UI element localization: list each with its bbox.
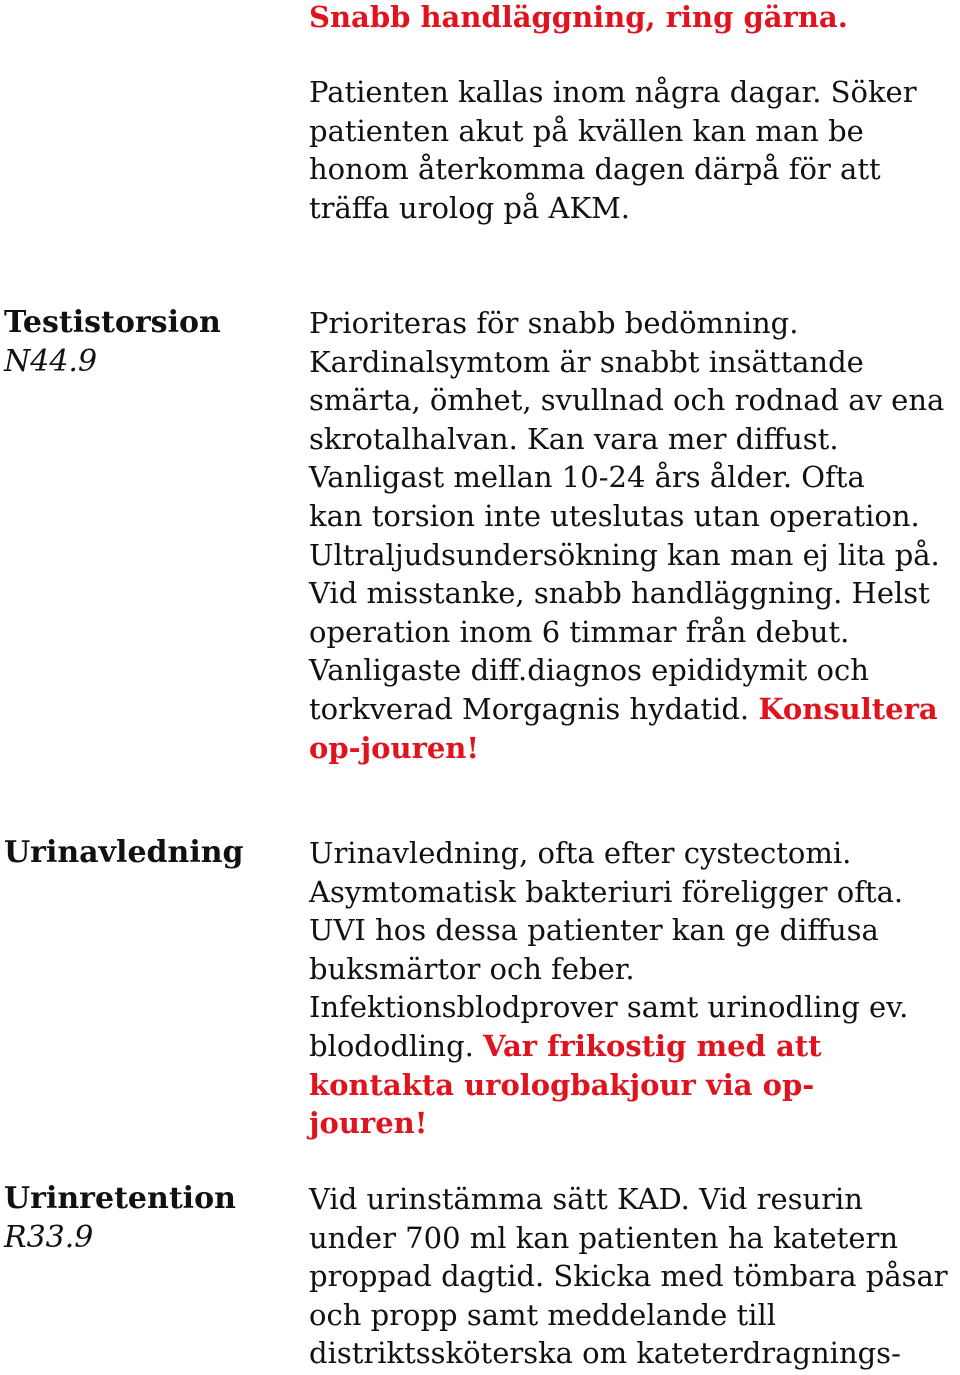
description-line: och propp samt meddelande till xyxy=(309,1297,776,1332)
description-line: proppad dagtid. Skicka med tömbara påsar xyxy=(309,1259,948,1294)
description-line-mixed xyxy=(309,690,938,729)
description-line: skrotalhalvan. Kan vara mer diffust. xyxy=(309,421,839,456)
description-line: operation inom 6 timmar från debut. xyxy=(309,614,850,649)
code-testistorsion: N44.9 xyxy=(4,343,98,379)
description-line: distriktssköterska om kateterdragnings- xyxy=(309,1336,901,1371)
description-line: Urinavledning, ofta efter cystectomi. xyxy=(309,836,852,870)
description-line: Vanligast mellan 10-24 års ålder. Ofta xyxy=(309,460,865,495)
description-text: blododling. xyxy=(309,1029,484,1063)
description-line: Vanligaste diff.diagnos epididymit och xyxy=(309,653,869,688)
description-line: buksmärtor och feber. xyxy=(309,951,635,986)
intro-line: träffa urolog på AKM. xyxy=(309,190,631,225)
intro-heading: Snabb handläggning, ring gärna. xyxy=(309,0,848,34)
warning-text: Var frikostig med att xyxy=(483,1029,822,1063)
warning-text: Konsultera xyxy=(758,692,938,726)
term-urinretention: Urinretention xyxy=(4,1181,236,1216)
code-urinretention: R33.9 xyxy=(4,1219,94,1255)
intro-line: patienten akut på kvällen kan man be xyxy=(309,113,864,148)
description-line: kan torsion inte uteslutas utan operation. xyxy=(309,499,920,533)
warning-text: jouren! xyxy=(309,1106,428,1141)
description-line: Asymtomatisk bakteriuri föreligger ofta. xyxy=(309,874,904,909)
description-line: Vid urinstämma sätt KAD. Vid resurin xyxy=(309,1182,863,1216)
warning-text: kontakta urologbakjour via op- xyxy=(309,1067,815,1102)
intro-line: Patienten kallas inom några dagar. Söker xyxy=(309,75,917,109)
warning-text: op-jouren! xyxy=(309,730,480,765)
description-line: Ultraljudsundersökning kan man ej lita på. xyxy=(309,537,940,572)
description-line: UVI hos dessa patienter kan ge diffusa xyxy=(309,913,879,948)
description-text: torkverad Morgagnis hydatid. xyxy=(309,692,759,726)
description-line: Infektionsblodprover samt urinodling ev. xyxy=(309,990,909,1025)
intro-line: honom återkomma dagen därpå för att xyxy=(309,152,881,187)
description-line: Kardinalsymtom är snabbt insättande xyxy=(309,344,864,379)
description-line: smärta, ömhet, svullnad och rodnad av ena xyxy=(309,383,945,418)
description-line: Prioriteras för snabb bedömning. xyxy=(309,306,799,340)
description-line: Vid misstanke, snabb handläggning. Helst xyxy=(309,576,930,611)
term-testistorsion: Testistorsion xyxy=(4,305,221,340)
term-urinavledning: Urinavledning xyxy=(4,835,244,870)
description-line: under 700 ml kan patienten ha katetern xyxy=(309,1220,899,1255)
description-line-mixed xyxy=(309,1027,822,1066)
